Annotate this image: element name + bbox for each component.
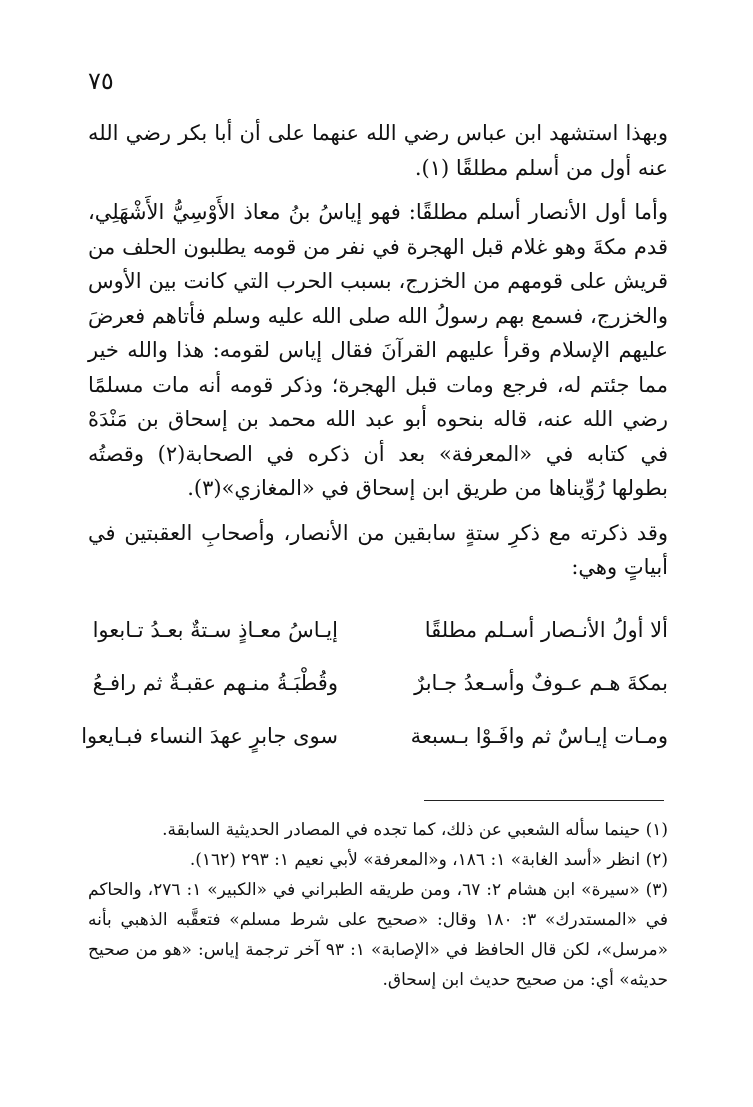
paragraph-3: وقد ذكرته مع ذكرِ ستةٍ سابقين من الأنصار، وأصحابِ العقبتين في أبياتٍ وهي: [88, 520, 668, 579]
footnotes [88, 815, 668, 995]
poem-verse-3 [81, 722, 668, 775]
poem-verse-2 [88, 669, 668, 722]
verse-second-hemistich: إيـاسُ معـاذٍ سـتةٌ بعـدُ تـابعوا [92, 618, 338, 642]
verse-first-hemistich: ألا أولُ الأنـصار أسـلم مطلقًا [424, 618, 668, 642]
verse-first-hemistich: بمكةَ هـم عـوفٌ وأسـعدُ جـابرٌ [414, 671, 668, 695]
paragraph-1: وبهذا استشهد ابن عباس رضي الله عنهما على أن أبا بكر رضي الله عنه أول من أسلم مطلقًا (١). [88, 121, 668, 180]
verse-second-hemistich: وقُطْبَـةُ منـهم عقبـةٌ ثم رافـعُ [92, 671, 338, 695]
footnote-1: (١) حينما سأله الشعبي عن ذلك، كما تجده في المصادر الحديثية السابقة. [162, 820, 668, 840]
poem [81, 616, 668, 775]
main-text [88, 116, 668, 585]
verse-second-hemistich: سوى جابرٍ عهدَ النساء فبـايعوا [81, 724, 338, 748]
footnote-divider [424, 800, 664, 801]
footnote-3: (٣) «سيرة» ابن هشام ٢: ٦٧، ومن طريقه الطبراني في «الكبير» ١: ٢٧٦، والحاكم في «المستدرك» ٣: ١٨٠ وقال: «صحيح على شرط مسلم» فتعقَّبه الذهبي بأنه «مرسل»، لكن قال الحافظ في «الإصابة» ١: ٩٣ آخر ترجمة إياس: «هو من صحيح حديثه» أي: من صحيح حديث ابن إسحاق. [88, 880, 668, 990]
page-number: ٧٥ [88, 67, 114, 95]
poem-verse-1 [88, 616, 668, 669]
footnote-2: (٢) انظر «أسد الغابة» ١: ١٨٦، و«المعرفة» لأبي نعيم ١: ٢٩٣ (١٦٢). [189, 850, 668, 870]
verse-first-hemistich: ومـات إيـاسٌ ثم وافَـوْا بـسبعة [410, 724, 668, 748]
paragraph-2: وأما أول الأنصار أسلم مطلقًا: فهو إياسُ بنُ معاذ الأَوْسِيُّ الأَشْهَلِي، قدم مكةَ وهو غلام قبل الهجرة في نفر من قومه يطلبون الحلف من قريش على قومهم من الخزرج، بسبب الحرب التي كانت بين الأوس والخزرج، فسمع بهم رسولُ الله صلى الله عليه وسلم فأتاهم فعرضَ عليهم الإسلام وقرأ عليهم القرآنَ فقال إياس لقومه: هذا والله خير مما جئتم له، فرجع ومات قبل الهجرة؛ وذكر قومه أنه مات مسلمًا رضي الله عنه، قاله بنحوه أبو عبد الله محمد بن إسحاق بن مَنْدَهْ في كتابه في «المعرفة» بعد أن ذكره في الصحابة(٢) وقصتُه بطولها رُوِّيناها من طريق ابن إسحاق في «المغازي»(٣). [88, 200, 668, 500]
